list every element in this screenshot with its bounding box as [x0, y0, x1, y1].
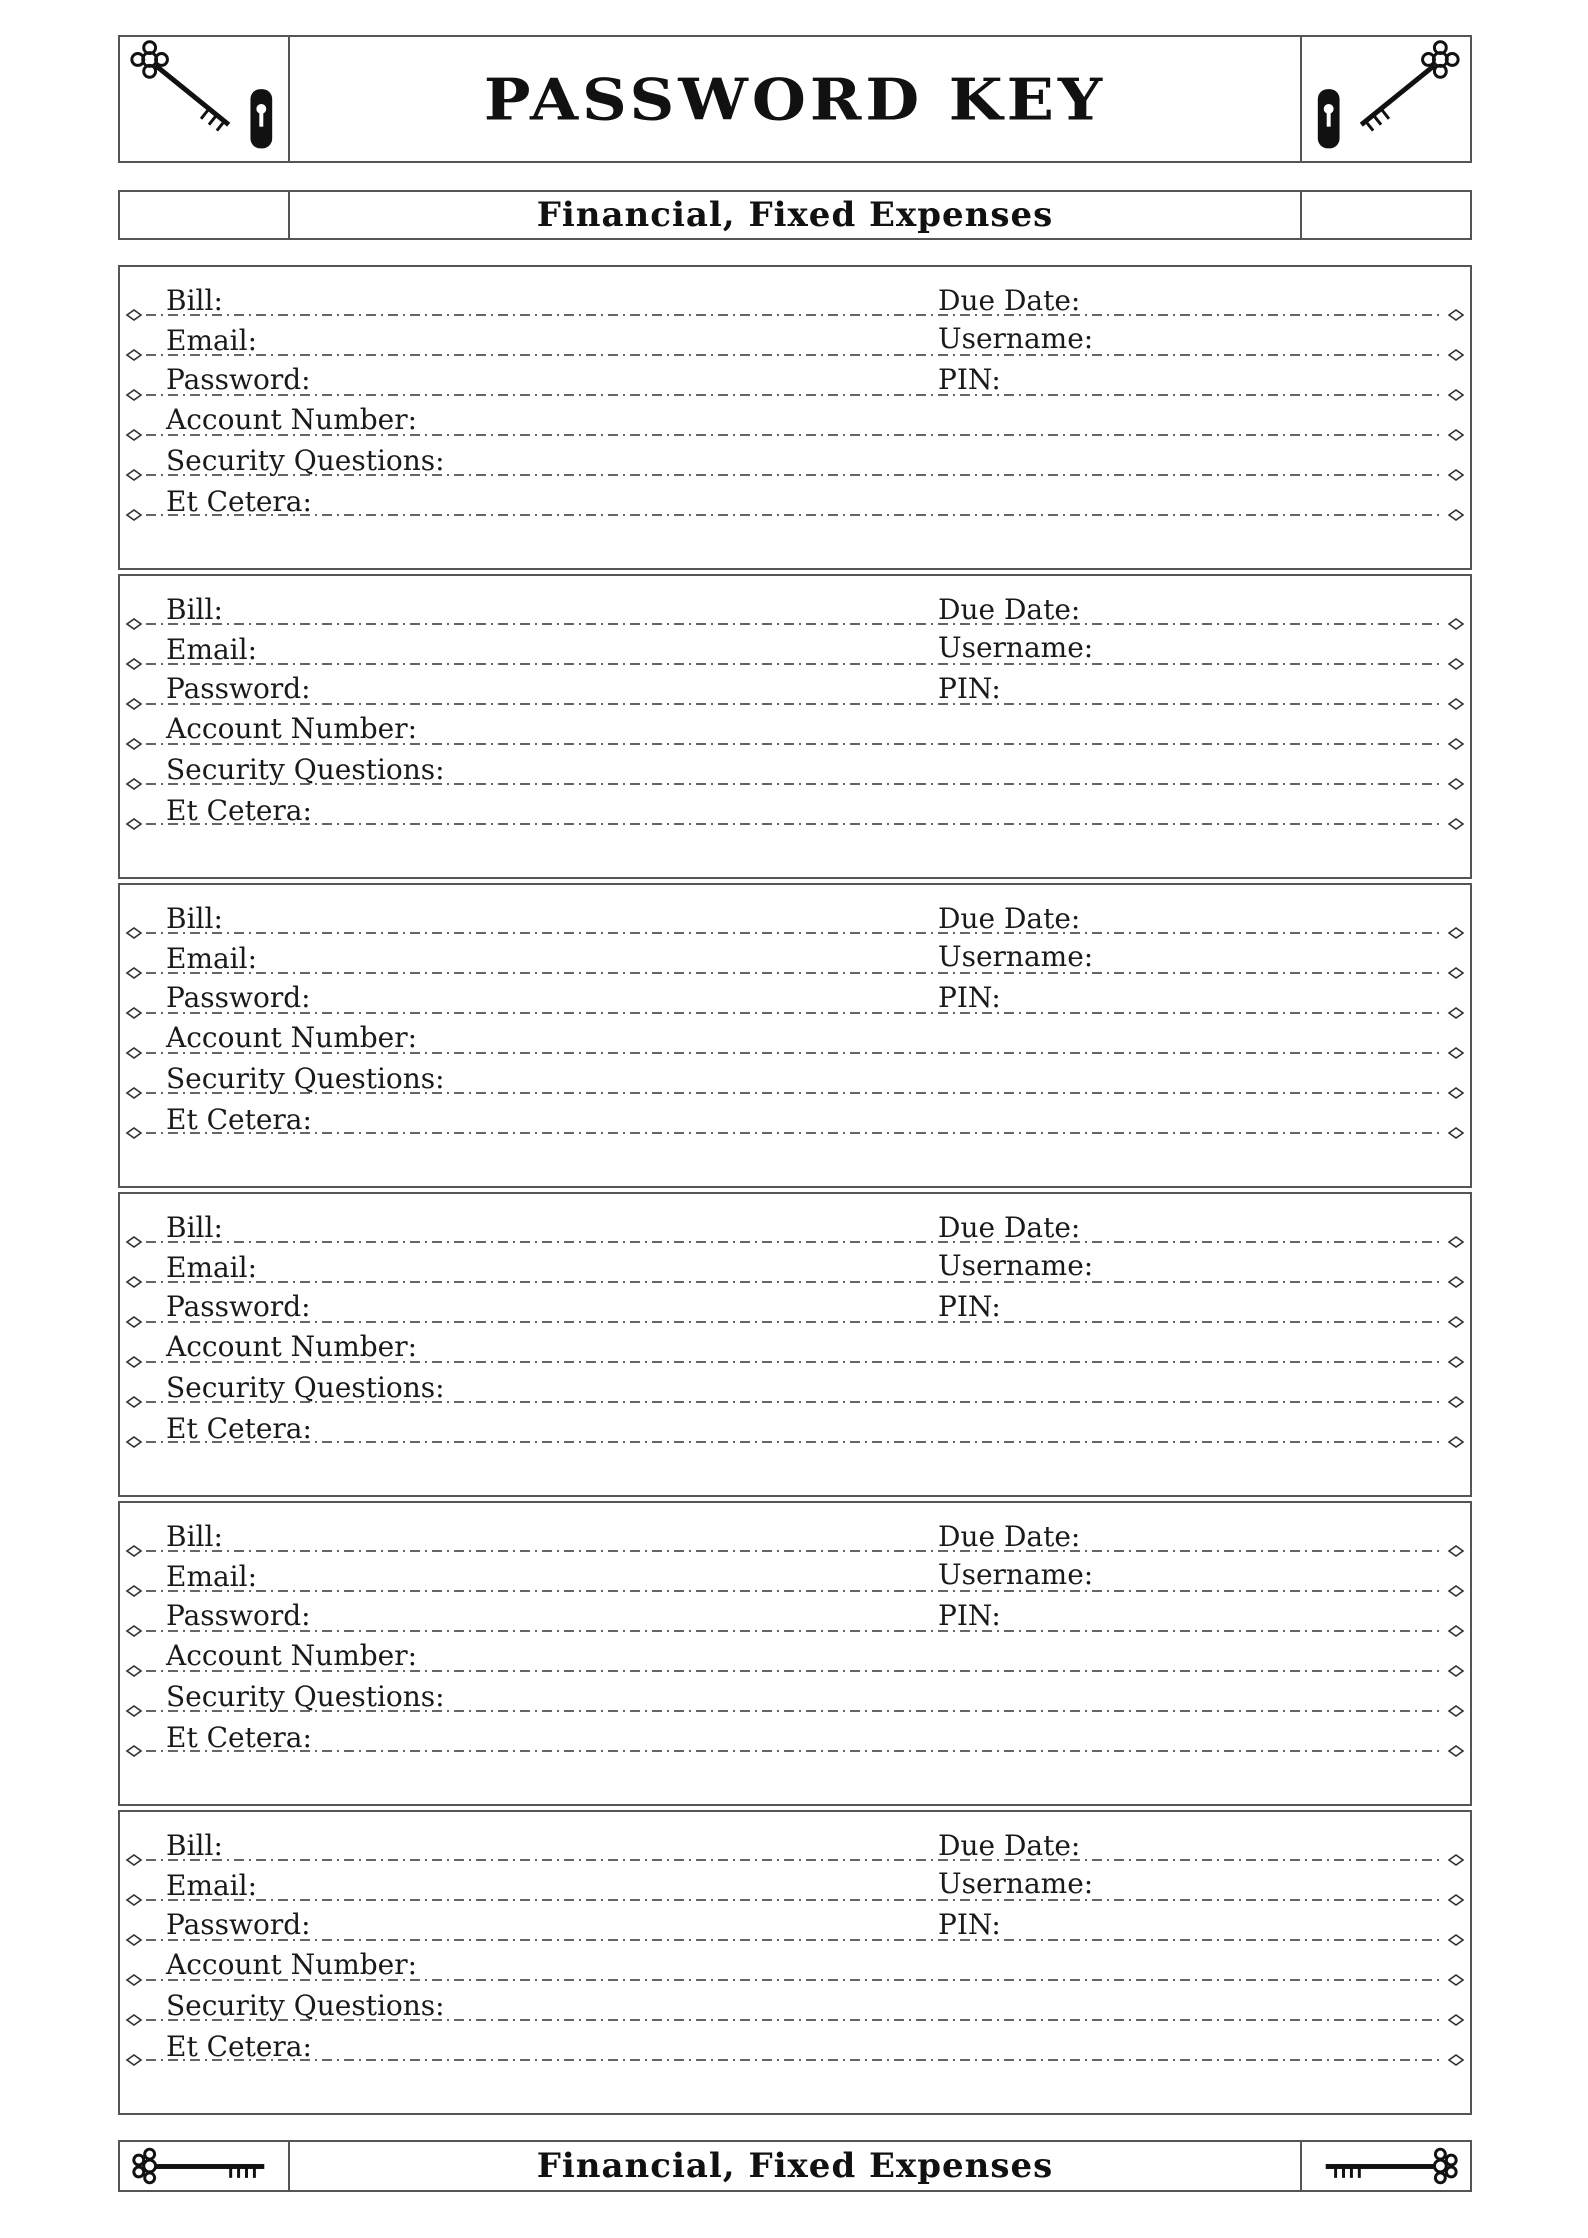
email-label: Email: [166, 633, 258, 666]
due-date-label: Due Date: [938, 593, 1081, 626]
line-start-diamond [127, 1546, 141, 1556]
bill-label: Bill: [166, 284, 223, 317]
line-start-diamond [127, 1437, 141, 1447]
line-end-diamond [1449, 1277, 1463, 1287]
line-start-diamond [127, 390, 141, 400]
header-right-ornament [1300, 37, 1470, 161]
line-end-diamond [1449, 2015, 1463, 2025]
username-label: Username: [938, 631, 1094, 664]
due-date-label: Due Date: [938, 1829, 1081, 1862]
line-end-diamond [1449, 1895, 1463, 1905]
header-title-cell [290, 37, 1300, 161]
line-end-diamond [1449, 1626, 1463, 1636]
line-start-diamond [127, 1008, 141, 1018]
pin-label: PIN: [938, 672, 1001, 705]
bill-label: Bill: [166, 1520, 223, 1553]
line-start-diamond [127, 1048, 141, 1058]
line-end-diamond [1449, 1706, 1463, 1716]
line-start-diamond [127, 1088, 141, 1098]
skeleton-key-icon [1302, 2142, 1470, 2190]
line-end-diamond [1449, 659, 1463, 669]
bill-label: Bill: [166, 593, 223, 626]
email-label: Email: [166, 942, 258, 975]
line-start-diamond [127, 619, 141, 629]
line-start-diamond [127, 510, 141, 520]
line-start-diamond [127, 1317, 141, 1327]
security-questions-label: Security Questions: [166, 753, 445, 786]
pin-label: PIN: [938, 1290, 1001, 1323]
account-number-label: Account Number: [166, 1639, 418, 1672]
et-cetera-label: Et Cetera: [166, 1412, 312, 1445]
line-end-diamond [1449, 1008, 1463, 1018]
due-date-label: Due Date: [938, 284, 1081, 317]
subtitle-left-cell [120, 192, 290, 238]
line-start-diamond [127, 1357, 141, 1367]
footer-right-ornament [1300, 2142, 1470, 2190]
line-start-diamond [127, 1895, 141, 1905]
security-questions-label: Security Questions: [166, 1371, 445, 1404]
line-start-diamond [127, 1586, 141, 1596]
et-cetera-label: Et Cetera: [166, 794, 312, 827]
line-end-diamond [1449, 310, 1463, 320]
line-end-diamond [1449, 1397, 1463, 1407]
line-start-diamond [127, 1935, 141, 1945]
line-start-diamond [127, 2055, 141, 2065]
line-start-diamond [127, 819, 141, 829]
line-end-diamond [1449, 1357, 1463, 1367]
line-end-diamond [1449, 1935, 1463, 1945]
line-end-diamond [1449, 1546, 1463, 1556]
line-start-diamond [127, 1855, 141, 1865]
et-cetera-label: Et Cetera: [166, 485, 312, 518]
line-start-diamond [127, 739, 141, 749]
line-start-diamond [127, 310, 141, 320]
line-end-diamond [1449, 819, 1463, 829]
password-entry-card-1 [118, 265, 1472, 570]
line-end-diamond [1449, 350, 1463, 360]
line-start-diamond [127, 1277, 141, 1287]
footer-banner [118, 2140, 1472, 2192]
password-entry-card-3 [118, 883, 1472, 1188]
subtitle-bar [118, 190, 1472, 240]
password-label: Password: [166, 1908, 311, 1941]
security-questions-label: Security Questions: [166, 444, 445, 477]
line-end-diamond [1449, 390, 1463, 400]
line-end-diamond [1449, 430, 1463, 440]
line-start-diamond [127, 779, 141, 789]
password-label: Password: [166, 672, 311, 705]
pin-label: PIN: [938, 1908, 1001, 1941]
line-end-diamond [1449, 1048, 1463, 1058]
account-number-label: Account Number: [166, 403, 418, 436]
line-end-diamond [1449, 739, 1463, 749]
page-title: PASSWORD KEY [483, 65, 1107, 133]
subtitle-cell [290, 192, 1300, 238]
password-label: Password: [166, 981, 311, 1014]
line-start-diamond [127, 659, 141, 669]
username-label: Username: [938, 1867, 1094, 1900]
et-cetera-label: Et Cetera: [166, 2030, 312, 2063]
account-number-label: Account Number: [166, 1330, 418, 1363]
password-label: Password: [166, 1599, 311, 1632]
line-start-diamond [127, 470, 141, 480]
password-entry-card-4 [118, 1192, 1472, 1497]
security-questions-label: Security Questions: [166, 1680, 445, 1713]
line-start-diamond [127, 1706, 141, 1716]
line-end-diamond [1449, 968, 1463, 978]
skeleton-key-icon [120, 37, 288, 161]
skeleton-key-icon [120, 2142, 288, 2190]
password-entry-card-2 [118, 574, 1472, 879]
username-label: Username: [938, 940, 1094, 973]
header-banner [118, 35, 1472, 163]
et-cetera-label: Et Cetera: [166, 1721, 312, 1754]
subtitle-right-cell [1300, 192, 1470, 238]
email-label: Email: [166, 324, 258, 357]
line-start-diamond [127, 1666, 141, 1676]
line-start-diamond [127, 1746, 141, 1756]
bill-label: Bill: [166, 1211, 223, 1244]
line-end-diamond [1449, 619, 1463, 629]
line-end-diamond [1449, 699, 1463, 709]
due-date-label: Due Date: [938, 1211, 1081, 1244]
et-cetera-label: Et Cetera: [166, 1103, 312, 1136]
security-questions-label: Security Questions: [166, 1062, 445, 1095]
account-number-label: Account Number: [166, 1021, 418, 1054]
line-end-diamond [1449, 1237, 1463, 1247]
pin-label: PIN: [938, 1599, 1001, 1632]
line-start-diamond [127, 430, 141, 440]
password-label: Password: [166, 1290, 311, 1323]
line-start-diamond [127, 1397, 141, 1407]
header-left-ornament [120, 37, 290, 161]
password-entry-card-6 [118, 1810, 1472, 2115]
line-start-diamond [127, 968, 141, 978]
email-label: Email: [166, 1869, 258, 1902]
bill-label: Bill: [166, 1829, 223, 1862]
line-start-diamond [127, 1128, 141, 1138]
password-entry-card-5 [118, 1501, 1472, 1806]
line-end-diamond [1449, 510, 1463, 520]
line-end-diamond [1449, 1128, 1463, 1138]
footer-left-ornament [120, 2142, 290, 2190]
line-start-diamond [127, 1626, 141, 1636]
line-start-diamond [127, 350, 141, 360]
line-end-diamond [1449, 1586, 1463, 1596]
line-end-diamond [1449, 2055, 1463, 2065]
bill-label: Bill: [166, 902, 223, 935]
due-date-label: Due Date: [938, 902, 1081, 935]
line-end-diamond [1449, 1746, 1463, 1756]
line-end-diamond [1449, 1975, 1463, 1985]
line-end-diamond [1449, 1666, 1463, 1676]
pin-label: PIN: [938, 363, 1001, 396]
line-start-diamond [127, 928, 141, 938]
line-end-diamond [1449, 928, 1463, 938]
line-start-diamond [127, 1975, 141, 1985]
username-label: Username: [938, 1249, 1094, 1282]
line-end-diamond [1449, 1088, 1463, 1098]
password-label: Password: [166, 363, 311, 396]
line-end-diamond [1449, 1855, 1463, 1865]
account-number-label: Account Number: [166, 1948, 418, 1981]
account-number-label: Account Number: [166, 712, 418, 745]
email-label: Email: [166, 1251, 258, 1284]
due-date-label: Due Date: [938, 1520, 1081, 1553]
security-questions-label: Security Questions: [166, 1989, 445, 2022]
username-label: Username: [938, 322, 1094, 355]
section-subtitle: Financial, Fixed Expenses [536, 195, 1054, 235]
username-label: Username: [938, 1558, 1094, 1591]
email-label: Email: [166, 1560, 258, 1593]
footer-title-cell [290, 2142, 1300, 2190]
line-start-diamond [127, 1237, 141, 1247]
line-end-diamond [1449, 470, 1463, 480]
line-end-diamond [1449, 779, 1463, 789]
line-start-diamond [127, 2015, 141, 2025]
pin-label: PIN: [938, 981, 1001, 1014]
footer-subtitle: Financial, Fixed Expenses [536, 2146, 1054, 2186]
skeleton-key-icon [1302, 37, 1470, 161]
line-end-diamond [1449, 1437, 1463, 1447]
line-start-diamond [127, 699, 141, 709]
line-end-diamond [1449, 1317, 1463, 1327]
